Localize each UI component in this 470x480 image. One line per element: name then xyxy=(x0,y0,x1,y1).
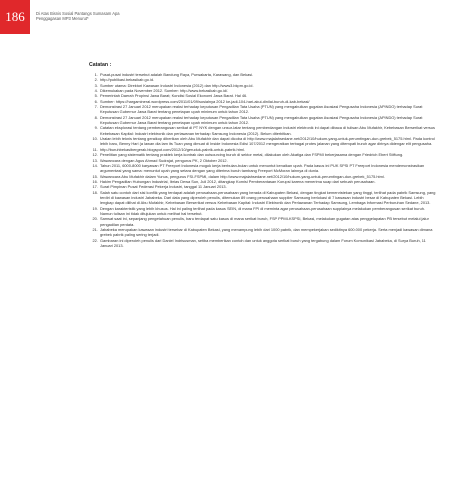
note-item: 6. Sumber: https://hargamineral.wordpress.com/2011/01/09/sosialnya 2012 ke-jadi-104-hari-akui-dinilai-buruh-di-kab-bekasi/ xyxy=(99,99,437,104)
note-item: 2. http://publikasi.bekasikab.go.id. xyxy=(99,77,437,82)
note-item: 9. Catatan eksplorasi tentang pemberangusan serikat di PT NYK dengan unsur-latar tentang pemberdangan industri elektronik ini dapat dibaca di tulisan Abu Mufakhir, Kebebasan Berserikat versus Kebebasan Kapital: Industri elektronik dan perlawanan terhadap Samsung Indonesia (2012). Belum diterbitkan. xyxy=(99,125,437,136)
running-header-line: Di Atas Bisnis Sosial Pantangs Sumasam Apa xyxy=(36,11,120,16)
note-item: 8. Demonstrasi 27 Januari 2012 merupakan reaksi terhadap keputusan Pengadilan Tata Usaha (PTUN) yang mengabulkan gugatan Asosiasi Pengusaha Indonesia (APINDO) terhadap Surat Keputusan Gubernur Jawa Barat tentang penetapan upah minimum untuk tahun 2012. xyxy=(99,115,437,126)
note-item: 5. Pemerintah Daerah Propinsi Jawa Barat; Kondisi Sosial Ekonomi Jawa Barat. Hal 46. xyxy=(99,93,437,98)
note-item: 3. Sumber utama: Direktori Kawasan Industri Indonesia (2012) dan http://www3.bkpm.go.id. xyxy=(99,83,437,88)
note-item: 20. Samsat saat ini, sepanjang pengetahuan penulis, baru terdapat satu kasus di mana serikat buruh, FSP PPMI-KSPSI, Bekasi, melakukan gugatan atas penggelapatan PB tersebut melalui jalur pengadilan perdata. xyxy=(99,216,437,227)
note-item: 7. Demonstrasi 27 Januari 2012 merupakan reaksi terhadap keputusan Pengadilan Tata Usaha (PTUN) yang mengabulkan gugatan Asosiasi Pengusaha Indonesia (APINDO) terhadap Surat Keputusan Gubernur Jawa Barat tentang penetapan upah minimum untuk tahun 2012. xyxy=(99,104,437,115)
note-item: 10. Uraian lebih teknis tentang geraikop diberikan oleh Abu Mufakhir dan dapat dicoba di http://www.majalahsedane.net/2012/10/hukum-yang-untuk-perumtingan-dun-grebek_5175.html. Pada kontrol lebih baru, Benny Hari (a lawan dia lam its Tuan yang dimuat di Inside Indonesia Edisi 107/2012 mengeratkan terbagai protes jalanan yang ditempati buruh agar dirinya didengar elit pengusaha. xyxy=(99,136,437,147)
note-item: 11. http://buruhbekasibergerak.blogspot.com/2012/10/geruduk-pabrik-untuk-pabrik.html. xyxy=(99,147,437,152)
note-item: 13. Wawancara dengan Agus Ahmad Sudrajat, pengurus PK, 2 Oktober 2012. xyxy=(99,158,437,163)
note-item: 14. Tahun 2011, 6000-8000 karyawan PT Freeport Indonesia mogok kerja berbulan-bulan untuk menuntut kenaikan upah. Pada kasus ini PUK SPSI PT Freeport Indonesia mendemonstrasikan argumentasi yang sama: menuntut upah yang setara dengan yang diterima buruh tambang Freeport McMoran lainnya di dunia. xyxy=(99,163,437,174)
note-item: 15. Wawancara Abu Mufakhir dalam Yunus, pengurus FSI-FSPMI, dalam http://www.majalahsedane.net/2012/10/hukum-yang-untuk-perumtingan-dun-grebek_5175.html. xyxy=(99,174,437,179)
note-item: 22. Gambaran ini diperoleh penulis dari Daniel Indrisusman, setiba memberikan contoh dan untuk anggota serikat buruh yang tergabung dalam Forum Komunikasi Jababeka, di Surya Buruh, 11 Januari 2013. xyxy=(99,238,437,249)
page-number: 186 xyxy=(5,9,25,24)
running-header xyxy=(36,11,120,22)
running-header-line: Penggagasan MP3 Menurut* xyxy=(36,16,89,22)
note-item: 1. Pusat-pusat industri tersebut adalah Bandung Raya, Purwakarta, Karawang, dan Bekasi. xyxy=(99,72,437,77)
note-item: 17. Surat Pimpinan Pusat Federasi Pekerja Industri, tanggal 11 Januari 2013. xyxy=(99,184,437,189)
note-item: 21. Jababeka merupakan kawasan industri tersebar di Kabupaten Bekasi, yang menampung lebih dari 1000 pabrik, dan mempekerjakan sedikitnya 600.000 pekerja. Serta menjadi kawasan dimana grebek pabrik paling sering terjadi. xyxy=(99,227,437,238)
note-item: 19. Dengan karakteristik yang lebih khusus. Hal ini paling terlihat pada kasus SEIN, di mana FPI di meminta agar perusahaan-perusahaan supplainya melakukan pemberangusan serikat buruh. Namun tulisan ini tidak ditujukan untuk melihat hal tersebut. xyxy=(99,206,437,217)
note-item: 18. Salah satu contoh dari sisi konflik yang terdapat adalah perusahaan-perusahaan yang berada di Kabupaten Bekasi, dengan tingkat kemenristekan yang tinggi, terlihat pada pabrik Samsung, yang terdiri di kawasan industri Jababeka. Dari data yang diperoleh penulis, ditemukan 89 orang perusahaan supplier Samsung berlokasi di 7 kawasan industri besar di Kabupaten Bekasi. Lebih lengkap dapat dilihat di Abu Mufakhir, Kebebasan Berserikat versus Kebebasan Kapital: Industri Elektronik dan Perlawanan Terhadap Samsung, Lembaga Informasi Perburuhan Sedane, 2013. xyxy=(99,190,437,206)
notes-title: Catatan : xyxy=(89,62,112,68)
note-item: 4. Dikemukakan pada November 2012. Sumber: http://www.bekasikab.go.id/. xyxy=(99,88,437,93)
notes-list xyxy=(89,72,437,248)
note-item: 12. Penelitian yang sistematik tentang praktek kerja kontrak dan outsourcing buruh di sektor metal, dilakukan oleh Akatiga dan FSPMI bekerjasama dengan Friedrich Ebert Stiftung. xyxy=(99,152,437,157)
note-item: 16. Hakim Pengadilan Hubungan Industrial, Ibrias Dewa Sun, Juli 2012, ditangkap Komisi Pemberantasan Korupsi karena menerima suap dari sebuah perusahaan. xyxy=(99,179,437,184)
